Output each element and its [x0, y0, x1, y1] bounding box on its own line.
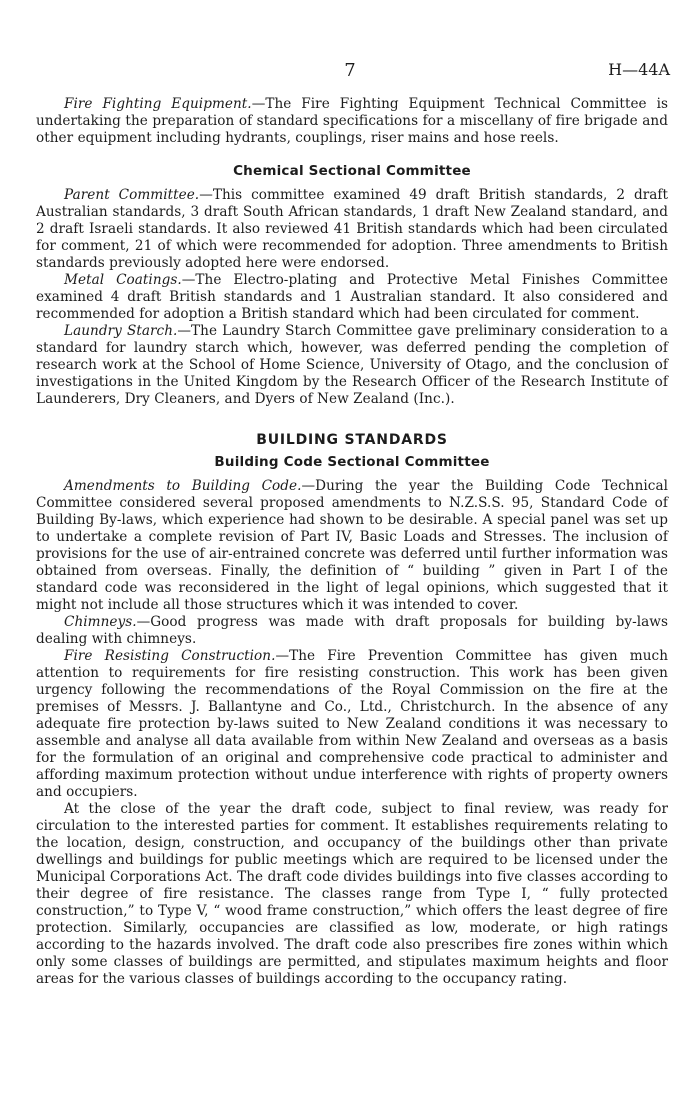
paragraph-text: —During the year the Building Code Technical Committee considered several proposed amendments to N.Z.S.S. 95, Standard Code of Building By-laws, which experience had shown to be desirable. A special panel was set up to undertake a complete revision of Part IV, Basic Loads and Stresses. The inclusion of provisions for the use of air-entrained concrete was deferred until further information was obtained from overseas. Finally, the definition of “ building ” given in Part I of the standard code was reconsidered in the light of legal opinions, which suggested that it might not include all those structures which it was intended to cover. — [36, 478, 668, 613]
paragraph-text: —Good progress was made with draft proposals for building by-laws dealing with chimneys. — [36, 614, 668, 647]
paragraph-text: —The Electro-plating and Protective Metal Finishes Committee examined 4 draft British standards and 1 Australian standard. It also considered and recommended for adoption a British standard which had been circulated for comment. — [36, 272, 668, 322]
paragraph-lead: Laundry Starch. — [64, 323, 178, 339]
paragraph-fire-fighting-equipment — [36, 96, 668, 147]
document-code: H—44A — [608, 60, 670, 79]
heading-chemical-sectional-committee: Chemical Sectional Committee — [233, 163, 471, 179]
heading-building-standards: BUILDING STANDARDS — [256, 432, 448, 448]
page-body — [36, 58, 668, 988]
paragraph-metal-coatings — [36, 272, 668, 323]
heading-building-code-sectional-committee: Building Code Sectional Committee — [214, 454, 490, 470]
paragraph-fire-resisting-construction — [36, 648, 668, 801]
paragraph-text: —The Fire Fighting Equipment Technical Committee is undertaking the preparation of standard specifications for a miscellany of fire brigade and other equipment including hydrants, couplings, riser mains and hose reels. — [36, 96, 668, 146]
paragraph-amendments-to-building-code — [36, 478, 668, 614]
paragraph-lead: Metal Coatings. — [64, 272, 182, 288]
paragraph-text: At the close of the year the draft code, subject to final review, was ready for circulation to the interested parties for comment. It establishes requirements relating to the location, design, construction, and occupancy of the buildings other than private dwellings and buildings for public meetings which are required to be licensed under the Municipal Corporations Act. The draft code divides buildings into five classes according to their degree of fire resistance. The classes range from Type I, “ fully protected construction,” to Type V, “ wood frame construction,” which offers the least degree of fire protection. Similarly, occupancies are classified as low, moderate, or high ratings according to the hazards involved. The draft code also prescribes fire zones within which only some classes of buildings are permitted, and stipulates maximum heights and floor areas for the various classes of buildings according to the occupancy rating. — [36, 801, 668, 987]
paragraph-text: —This committee examined 49 draft British standards, 2 draft Australian standards, 3 draft South African standards, 1 draft New Zealand standard, and 2 draft Israeli standards. It also reviewed 41 British standards which had been circulated for comment, 21 of which were recommended for adoption. Three amendments to British standards previously adopted here were endorsed. — [36, 187, 668, 271]
page-number: 7 — [344, 60, 356, 81]
paragraph-parent-committee — [36, 187, 668, 272]
paragraph-text: —The Laundry Starch Committee gave preliminary consideration to a standard for laundry starch which, however, was deferred pending the completion of research work at the School of Home Science, University of Otago, and the conclusion of investigations in the United Kingdom by the Research Officer of the Research Institute of Launderers, Dry Cleaners, and Dyers of New Zealand (Inc.). — [36, 323, 668, 407]
paragraph-lead: Chimneys. — [64, 614, 137, 630]
paragraph-draft-code — [36, 801, 668, 988]
paragraph-lead: Amendments to Building Code. — [64, 478, 302, 494]
paragraph-text: —The Fire Prevention Committee has given much attention to requirements for fire resisting construction. This work has been given urgency following the recommendations of the Royal Commission on the fire at the premises of Messrs. J. Ballantyne and Co., Ltd., Christchurch. In the absence of any adequate fire protection by-laws suited to New Zealand conditions it was necessary to assemble and analyse all data available from within New Zealand and overseas as a basis for the formulation of an original and comprehensive code practical to administer and affording maximum protection without undue interference with rights of property owners and occupiers. — [36, 648, 668, 800]
paragraph-lead: Fire Resisting Construction. — [64, 648, 276, 664]
paragraph-lead: Parent Committee. — [64, 187, 200, 203]
paragraph-chimneys — [36, 614, 668, 648]
paragraph-laundry-starch — [36, 323, 668, 408]
paragraph-lead: Fire Fighting Equipment. — [64, 96, 252, 112]
